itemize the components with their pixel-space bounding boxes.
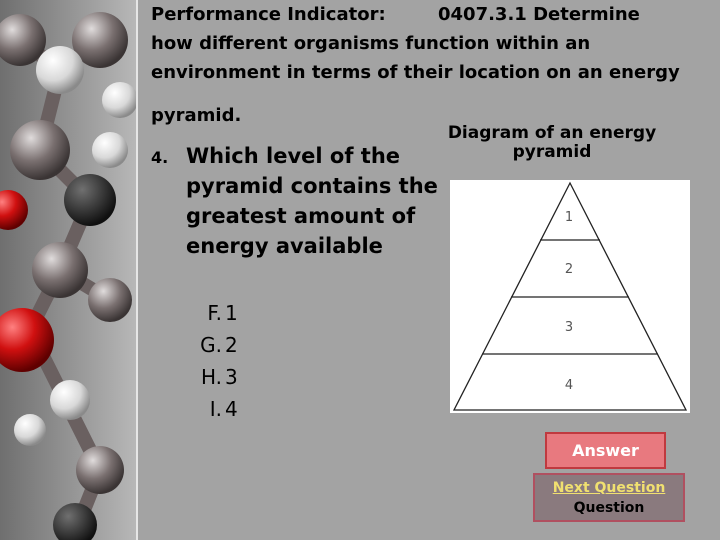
energy-pyramid-diagram	[450, 180, 690, 413]
pyramid-level-4: 4	[564, 378, 574, 393]
indicator-line-3: environment in terms of their location on an energy	[151, 62, 680, 83]
question-number: 4.	[151, 148, 169, 167]
pyramid-graphic	[450, 180, 690, 413]
choice-value: 1	[225, 301, 238, 325]
performance-indicator	[151, 0, 691, 130]
question-text: Which level of the pyramid contains the greatest amount of energy available	[186, 144, 438, 258]
choice-letter: F.	[207, 301, 222, 325]
choice-h[interactable]	[190, 361, 238, 393]
choice-value: 2	[225, 333, 238, 357]
choice-i[interactable]	[190, 393, 238, 425]
choice-value: 4	[225, 397, 238, 421]
indicator-label: Performance Indicator:	[151, 4, 386, 25]
answer-button-label: Answer	[572, 441, 639, 460]
choice-letter: G.	[200, 333, 222, 357]
pyramid-level-2: 2	[564, 262, 574, 277]
molecule-background	[0, 0, 137, 540]
choice-value: 3	[225, 365, 238, 389]
answer-choices	[190, 297, 238, 425]
next-question-button[interactable]	[533, 473, 685, 522]
choice-letter: I.	[209, 397, 222, 421]
choice-g[interactable]	[190, 329, 238, 361]
diagram-title: Diagram of an energy pyramid	[447, 123, 657, 162]
indicator-line-4: pyramid.	[151, 105, 242, 126]
choice-letter: H.	[200, 365, 222, 389]
answer-button[interactable]	[545, 432, 666, 469]
choice-f[interactable]	[190, 297, 238, 329]
next-question-sublabel: Question	[573, 499, 645, 516]
pyramid-level-3: 3	[564, 320, 574, 335]
indicator-line-2: how different organisms function within an	[151, 33, 591, 54]
molecule-illustration	[0, 0, 137, 540]
pyramid-level-1: 1	[564, 210, 574, 225]
indicator-code: 0407.3.1 Determine	[438, 4, 640, 25]
next-question-link[interactable]: Next Question	[552, 479, 666, 496]
